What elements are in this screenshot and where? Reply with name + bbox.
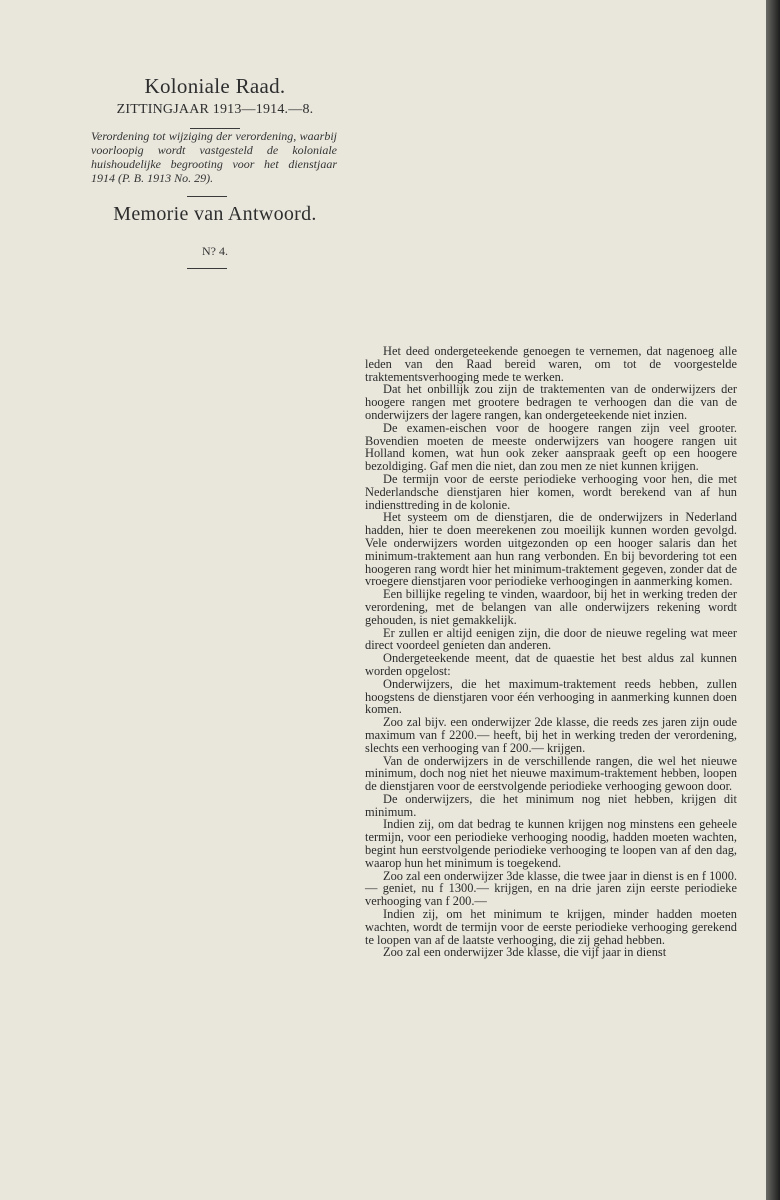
page-edge [766, 0, 780, 1200]
paragraph: Zoo zal een onderwijzer 3de klasse, die vijf jaar in dienst [383, 945, 667, 960]
paragraph: Ondergeteekende meent, dat de quaestie het best aldus zal kunnen worden opgelost: [365, 651, 737, 678]
paragraph: Dat het onbillijk zou zijn de traktementen van de onderwijzers der hoogere rangen met grootere bedragen te verhoogen dan die van de onderwijzers der lagere rangen, kan ondergeteekende niet inzien. [365, 382, 737, 422]
body-text [365, 345, 737, 959]
paragraph: Indien zij, om het minimum te krijgen, minder hadden moeten wachten, wordt de termijn voor de eerste periodieke verhooging gerekend te loopen van af de laatste verhooging, die zij gehad hebben. [365, 907, 737, 947]
divider [187, 268, 227, 269]
council-title: Koloniale Raad. [144, 74, 286, 98]
paragraph: Indien zij, om dat bedrag te kunnen krijgen nog minstens een geheele termijn, voor een periodieke verhooging noodig, hadden moeten wachten, begint hun eerstvolgende periodieke verhooging te loopen van af den dag, waarop hun het minimum is toegekend. [365, 817, 737, 870]
paragraph: De examen-eischen voor de hoogere rangen zijn veel grooter. Bovendien moeten de meeste onderwijzers van hoogere rangen uit Holland komen, wat hun ook zeker aanspraak geeft op een hoogere bezoldiging. Gaf men die niet, dan zou men ze niet kunnen krijgen. [365, 420, 737, 474]
paragraph: Er zullen er altijd eenigen zijn, die door de nieuwe regeling wat meer direct voordeel genieten dan anderen. [365, 625, 737, 653]
paragraph: De termijn voor de eerste periodieke verhooging voor hen, die met Nederlandsche dienstjaren hier komen, wordt berekend van af hun indiensttreding in de kolonie. [365, 471, 737, 512]
paragraph: Het systeem om de dienstjaren, die de onderwijzers in Nederland hadden, hier te doen meerekenen zou moeilijk kunnen worden gevolgd. Vele onderwijzers worden uitgezonden op een hooger salaris dan het minimum-traktement aan hun rang verbonden. En bij bevordering tot een hoogeren rang wordt hier het minimum-traktement gegeven, zonder dat de vroegere dienstjaren voor periodieke verhoogingen in aanmerking komen. [365, 510, 737, 589]
header-block [80, 74, 350, 129]
paragraph: Onderwijzers, die het maximum-traktement reeds hebben, zullen hoogstens de dienstjaren voor één verhooging in aanmerking kunnen doen komen. [365, 676, 737, 717]
divider [187, 196, 227, 197]
paragraph: Zoo zal een onderwijzer 3de klasse, die twee jaar in dienst is en f 1000.— geniet, nu f 1300.— krijgen, en na drie jaren zijn eerste periodieke verhooging van f 200.— [365, 868, 737, 909]
paragraph: Van de onderwijzers in de verschillende rangen, die wel het nieuwe minimum, doch nog niet het nieuwe maximum-traktement hebben, loopen de dienstjaren voor de eerstvolgende periodieke verhooging gewoon door. [365, 753, 737, 794]
paragraph: Zoo zal bijv. een onderwijzer 2de klasse, die reeds zes jaren zijn oude maximum van f 2200.— heeft, bij het in werking treden der verordening, slechts een verhooging van f 200.— krijgen. [365, 715, 737, 755]
ordinance-description: Verordening tot wijziging der verordening, waarbij voorloopig wordt vastgesteld de koloniale huishoudelijke begrooting voor het dienstjaar 1914 (P. B. 1913 No. 29). [91, 129, 337, 185]
document-number: N? 4. [202, 244, 228, 258]
paragraph: De onderwijzers, die het minimum nog niet hebben, krijgen dit minimum. [365, 791, 737, 819]
session-year: ZITTINGJAAR 1913—1914.—8. [116, 102, 314, 117]
memo-title: Memorie van Antwoord. [113, 203, 317, 225]
paragraph: Het deed ondergeteekende genoegen te vernemen, dat nagenoeg alle leden van den Raad bereid waren, om tot de voorgestelde traktementsverhooging mede te werken. [365, 344, 737, 384]
paragraph: Een billijke regeling te vinden, waardoor, bij het in werking treden der verordening, met de belangen van alle onderwijzers rekening wordt gehouden, is niet gemakkelijk. [365, 587, 737, 627]
